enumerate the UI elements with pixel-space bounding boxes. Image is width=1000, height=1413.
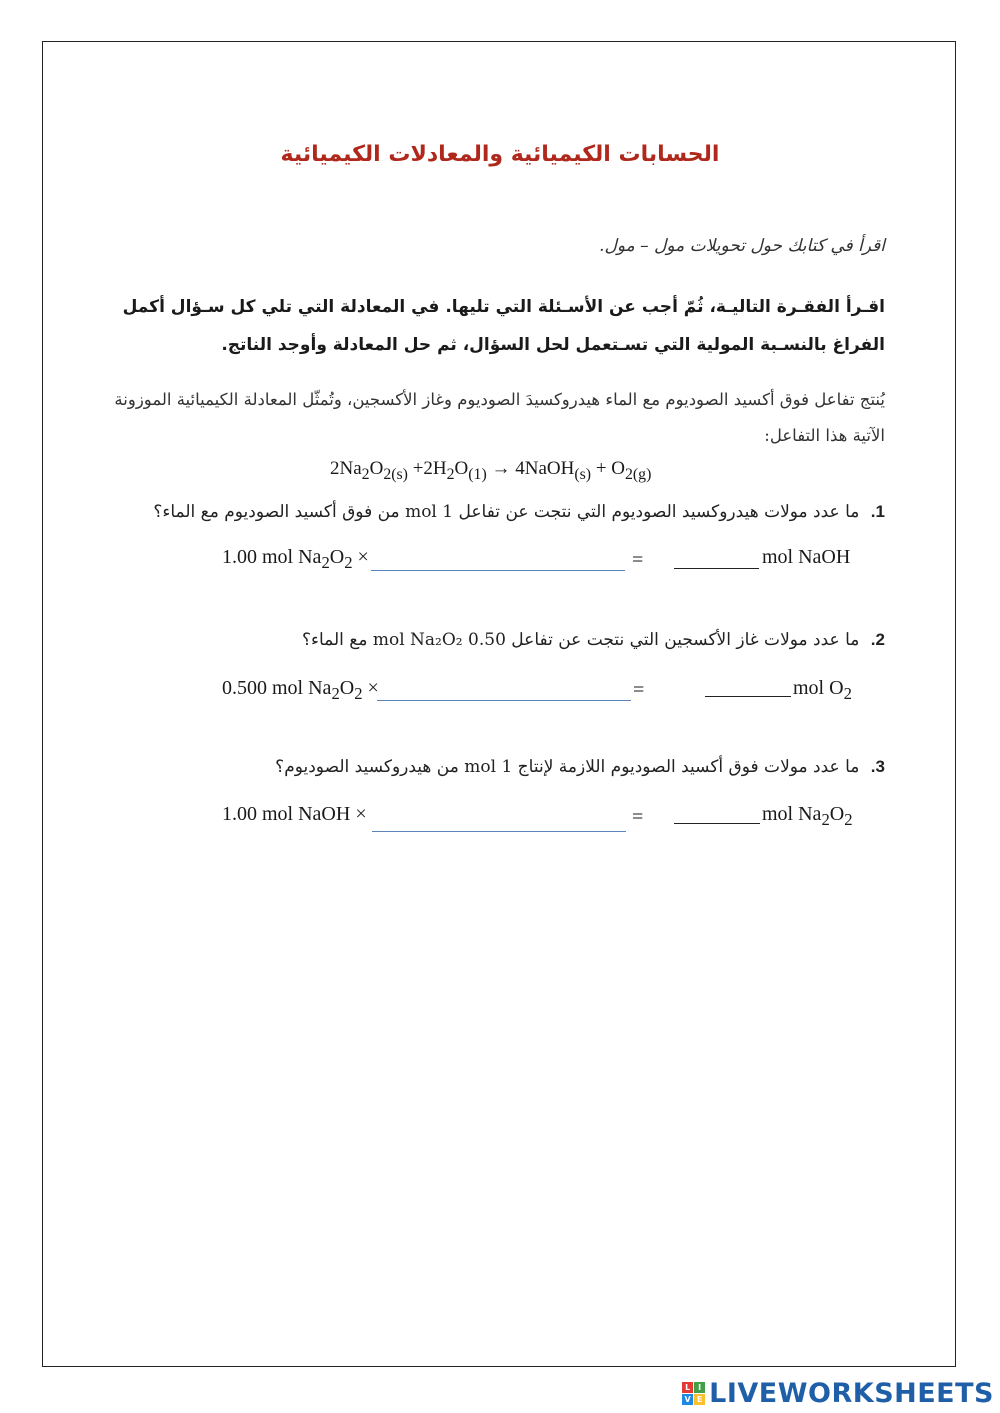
logo-cell: I <box>694 1382 705 1393</box>
question-3-answer-blank[interactable] <box>674 823 760 824</box>
question-1-equals: = <box>632 549 644 571</box>
logo-cell: L <box>682 1382 693 1393</box>
question-2-answer-blank[interactable] <box>705 696 791 697</box>
liveworksheets-logo-icon <box>682 1382 705 1405</box>
question-3-equals: = <box>632 806 644 828</box>
liveworksheets-footer[interactable] <box>682 1373 994 1413</box>
question-3-unit: mol $Na_2O_2$ <box>762 803 853 829</box>
logo-cell: E <box>694 1394 705 1405</box>
question-1-unit: mol NaOH <box>762 546 851 568</box>
page-title: الحسابات الكيميائية والمعادلات الكيميائية <box>280 142 720 167</box>
brand-name: LIVEWORKSHEETS <box>709 1377 994 1409</box>
logo-cell: V <box>682 1394 693 1405</box>
question-2-ratio-blank[interactable] <box>377 700 631 701</box>
intro-text: اقرأ في كتابك حول تحويلات مول – مول. <box>599 236 885 256</box>
question-1-ratio-blank[interactable] <box>371 570 625 571</box>
question-3-ratio-blank[interactable] <box>372 831 626 832</box>
question-2-unit: mol $O_2$ <box>793 677 852 703</box>
context-paragraph: يُنتج تفاعل فوق أكسيد الصوديوم مع الماء هيدروكسيدَ الصوديوم وغاز الأكسجين، وتُمثّل المعادلة الكيميائية الموزونة الآتية هذا التفاعل: <box>114 390 885 445</box>
question-1: 1. ما عدد مولات هيدروكسيد الصوديوم التي نتجت عن تفاعل 1 mol من فوق أكسيد الصوديوم مع الماء؟ <box>153 502 885 522</box>
question-2-text: ما عدد مولات غاز الأكسجين التي نتجت عن تفاعل 0.50 mol Na₂O₂ مع الماء؟ <box>301 630 860 650</box>
question-3-text: ما عدد مولات فوق أكسيد الصوديوم اللازمة لإنتاج 1 mol من هيدروكسيد الصوديوم؟ <box>275 757 860 777</box>
question-2: 2. ما عدد مولات غاز الأكسجين التي نتجت عن تفاعل 0.50 mol Na₂O₂ مع الماء؟ <box>301 630 885 650</box>
question-1-answer-blank[interactable] <box>674 568 759 569</box>
question-2-given: 0.500 mol $Na_2O_2$ × <box>222 677 379 703</box>
question-3-given: 1.00 mol NaOH × <box>222 803 367 825</box>
chemical-equation: $2Na_2O_{2(s)} +2H_2O_{(1)}$ → 4NaOH$_{(s)}$ + $O_{2(g)}$ <box>330 458 652 483</box>
question-3: 3. ما عدد مولات فوق أكسيد الصوديوم اللازمة لإنتاج 1 mol من هيدروكسيد الصوديوم؟ <box>275 757 885 777</box>
question-1-given: 1.00 mol $Na_2O_2$ × <box>222 546 369 572</box>
question-2-equals: = <box>633 679 645 701</box>
instruction-paragraph: اقـرأ الفقـرة التاليـة، ثُمّ أجب عن الأسـئلة التي تليها. في المعادلة التي تلي كل سـؤال أكمل الفراغ بالنسـبة المولية التي تسـتعمل لحل السؤال، ثم حل المعادلة وأوجد الناتج. <box>122 297 885 355</box>
question-1-text: ما عدد مولات هيدروكسيد الصوديوم التي نتجت عن تفاعل 1 mol من فوق أكسيد الصوديوم مع الماء؟ <box>153 502 860 522</box>
